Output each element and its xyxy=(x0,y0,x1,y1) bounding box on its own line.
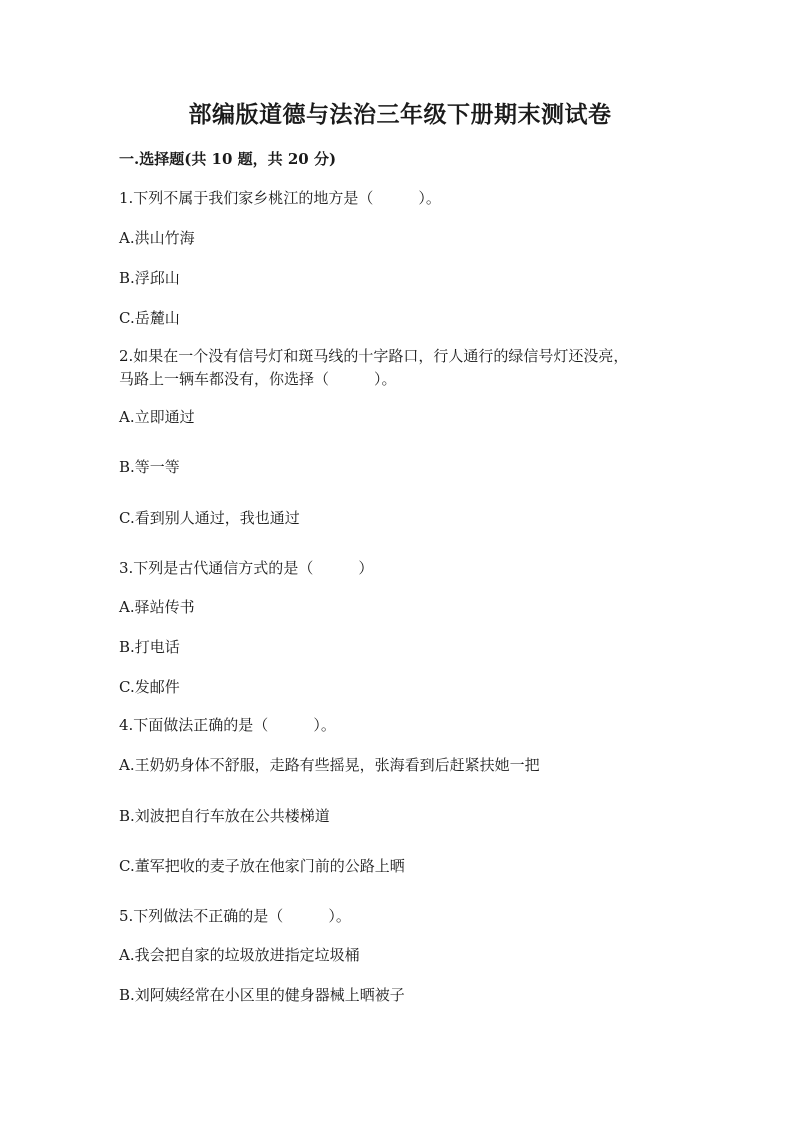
section-heading: 一.选择题(共 10 题，共 20 分) xyxy=(119,150,337,168)
question-1-option-b: B.浮邱山 xyxy=(119,269,180,287)
question-4-option-c: C.董军把收的麦子放在他家门前的公路上晒 xyxy=(119,857,405,875)
question-1-option-a: A.洪山竹海 xyxy=(119,229,195,247)
question-4-stem: 4.下面做法正确的是（ ）。 xyxy=(119,716,336,734)
question-2-option-a: A.立即通过 xyxy=(119,408,195,426)
question-5-stem: 5.下列做法不正确的是（ ）。 xyxy=(119,907,351,925)
question-1-stem: 1.下列不属于我们家乡桃江的地方是（ ）。 xyxy=(119,189,441,207)
page-title: 部编版道德与法治三年级下册期末测试卷 xyxy=(188,101,612,128)
question-2-option-b: B.等一等 xyxy=(119,458,180,476)
question-3-stem: 3.下列是古代通信方式的是（ ） xyxy=(119,559,374,577)
question-2-option-c: C.看到别人通过，我也通过 xyxy=(119,509,300,527)
question-3-option-c: C.发邮件 xyxy=(119,678,180,696)
question-2-stem-line-2: 马路上一辆车都没有，你选择（ ）。 xyxy=(119,370,397,388)
question-4-option-b: B.刘波把自行车放在公共楼梯道 xyxy=(119,807,330,825)
question-2-stem-line-1: 2.如果在一个没有信号灯和斑马线的十字路口，行人通行的绿信号灯还没亮， xyxy=(119,347,629,365)
question-3-option-a: A.驿站传书 xyxy=(119,598,195,616)
question-3-option-b: B.打电话 xyxy=(119,638,180,656)
question-5-option-a: A.我会把自家的垃圾放进指定垃圾桶 xyxy=(119,946,360,964)
question-5-option-b: B.刘阿姨经常在小区里的健身器械上晒被子 xyxy=(119,986,405,1004)
question-4-option-a: A.王奶奶身体不舒服，走路有些摇晃，张海看到后赶紧扶她一把 xyxy=(119,756,540,774)
question-1-option-c: C.岳麓山 xyxy=(119,309,180,327)
